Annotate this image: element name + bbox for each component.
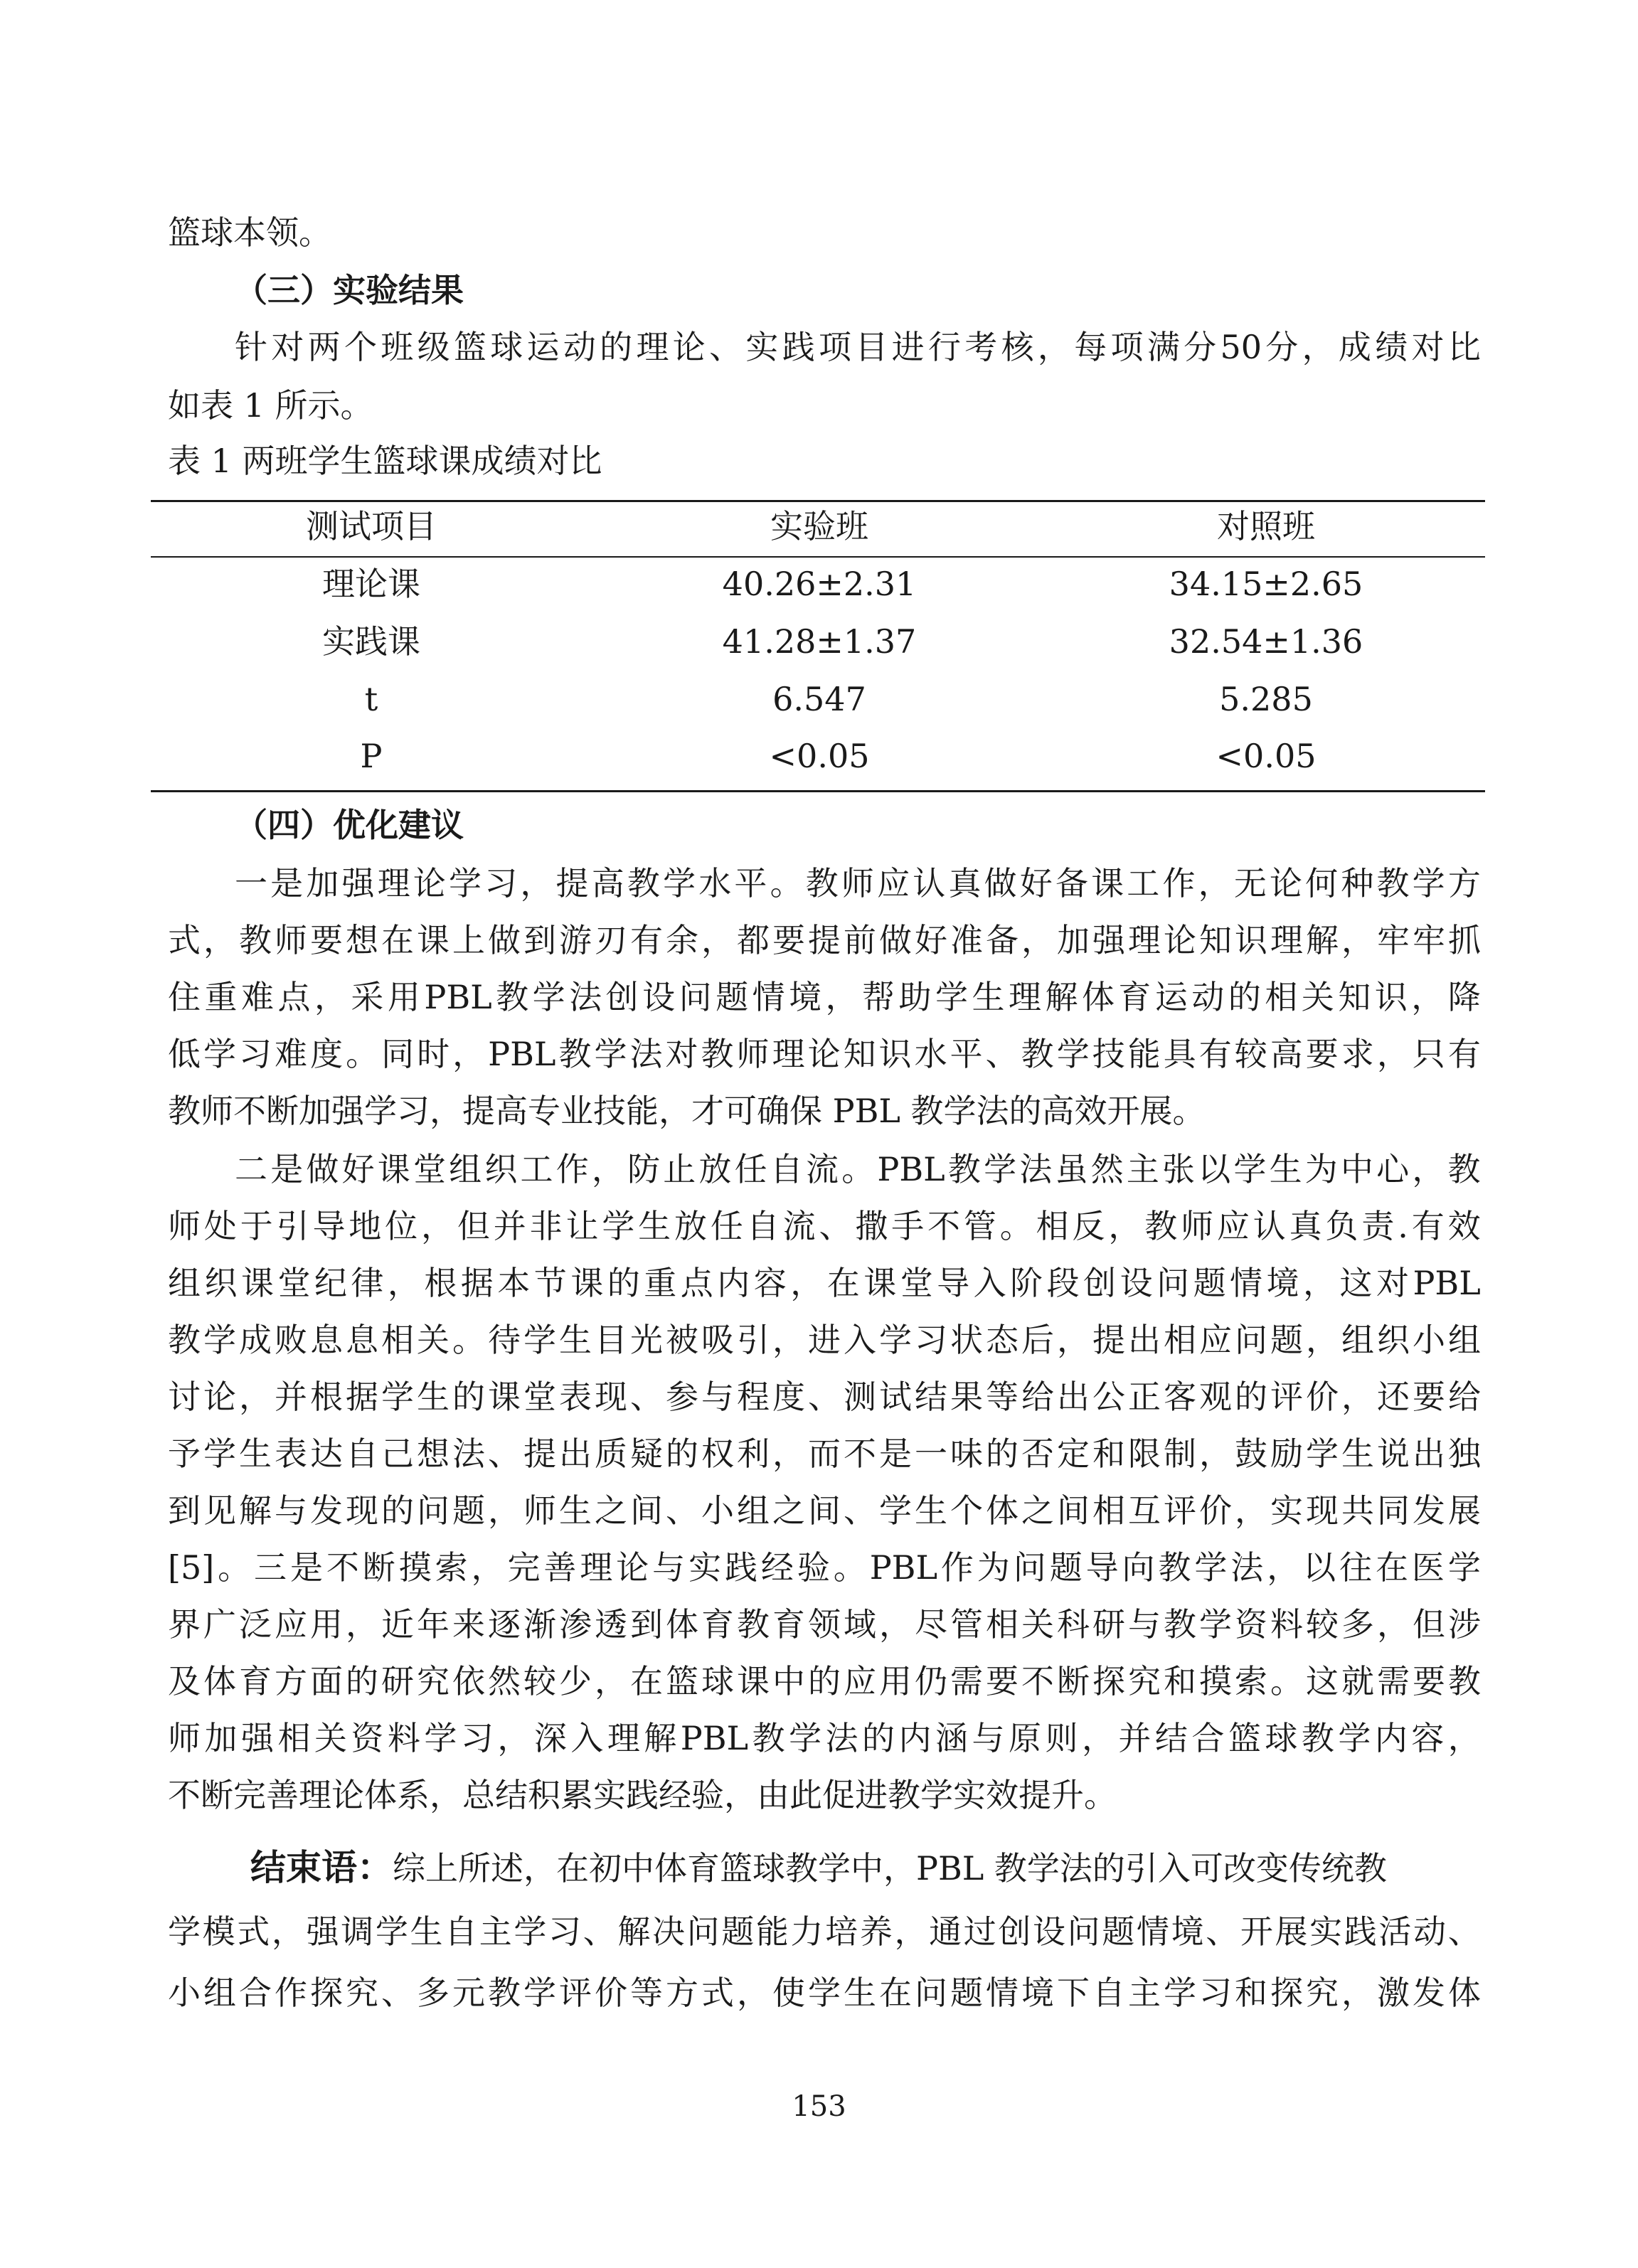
- table-cell: 6.547: [772, 680, 866, 718]
- page-number: 153: [792, 2090, 846, 2123]
- body-line: 住 重 难 点 ， 采 用 PBL 教 学 法 创 设 问 题 情 境 ， 帮 助 学 生 理 解 体 育 运 动 的 相 关 知 识 ， 降: [168, 978, 1481, 1016]
- body-line: 讨 论 ， 并 根 据 学 生 的 课 堂 表 现 、 参 与 程 度 、 测 试 结 果 等 给 出 公 正 客 观 的 评 价 ， 还 要 给: [168, 1378, 1481, 1416]
- table-bottom-rule: [151, 790, 1485, 792]
- body-line: 界 广 泛 应 用 ， 近 年 来 逐 渐 渗 透 到 体 育 教 育 领 域 ， 尽 管 相 关 科 研 与 教 学 资 料 较 多 ， 但 涉: [168, 1605, 1481, 1644]
- table-cell: <0.05: [1216, 737, 1317, 775]
- table-cell: P: [360, 737, 383, 775]
- table-cell: 理论课: [322, 565, 420, 603]
- table-cell: 32.54±1.36: [1169, 622, 1363, 661]
- section-heading-results: （三）实验结果: [235, 271, 464, 309]
- body-line: 小 组 合 作 探 究 、 多 元 教 学 评 价 等 方 式 ， 使 学 生 在 问 题 情 境 下 自 主 学 习 和 探 究 ， 激 发 体: [168, 1974, 1481, 2012]
- table-header-cell: 测试项目: [306, 507, 437, 545]
- body-line: 篮球本领。: [168, 213, 331, 252]
- body-line: 教师不断加强学习，提高专业技能，才可确保 PBL 教学法的高效开展。: [168, 1092, 1206, 1130]
- section-heading-suggestions: （四）优化建议: [235, 806, 464, 844]
- body-line: 一 是 加 强 理 论 学 习 ， 提 高 教 学 水 平 。 教 师 应 认 真 做 好 备 课 工 作 ， 无 论 何 种 教 学 方: [235, 864, 1481, 903]
- table-cell: 41.28±1.37: [722, 622, 917, 661]
- body-line: 针 对 两 个 班 级 篮 球 运 动 的 理 论 、 实 践 项 目 进 行 考 核 ， 每 项 满 分 50 分 ， 成 绩 对 比: [235, 328, 1481, 366]
- table-top-rule: [151, 500, 1485, 502]
- body-line: 组 织 课 堂 纪 律 ， 根 据 本 节 课 的 重 点 内 容 ， 在 课 堂 导 入 阶 段 创 设 问 题 情 境 ， 这 对 PBL: [168, 1264, 1481, 1302]
- table-header-cell: 对照班: [1217, 507, 1315, 545]
- body-line: 如表 1 所示。: [168, 386, 373, 425]
- body-line: 教 学 成 败 息 息 相 关 。 待 学 生 目 光 被 吸 引 ， 进 入 学 习 状 态 后 ， 提 出 相 应 问 题 ， 组 织 小 组: [168, 1321, 1481, 1359]
- table-caption: 表 1 两班学生篮球课成绩对比: [168, 442, 602, 480]
- body-line: 予 学 生 表 达 自 己 想 法 、 提 出 质 疑 的 权 利 ， 而 不 是 一 味 的 否 定 和 限 制 ， 鼓 励 学 生 说 出 独: [168, 1434, 1481, 1473]
- table-cell: 40.26±2.31: [722, 565, 917, 603]
- table-cell: <0.05: [769, 737, 870, 775]
- table-cell: 实践课: [322, 622, 420, 661]
- body-line: 师 处 于 引 导 地 位 ， 但 并 非 让 学 生 放 任 自 流 、 撒 手 不 管 。 相 反 ， 教 师 应 认 真 负 责 . 有 效: [168, 1207, 1481, 1245]
- body-line: 学 模 式 ， 强 调 学 生 自 主 学 习 、 解 决 问 题 能 力 培 养 ， 通 过 创 设 问 题 情 境 、 开 展 实 践 活 动 、: [168, 1912, 1481, 1951]
- table-cell: t: [364, 680, 378, 718]
- body-line: 到 见 解 与 发 现 的 问 题 ， 师 生 之 间 、 小 组 之 间 、 学 生 个 体 之 间 相 互 评 价 ， 实 现 共 同 发 展: [168, 1491, 1481, 1530]
- table-cell: 34.15±2.65: [1169, 565, 1363, 603]
- table-header-rule: [151, 556, 1485, 558]
- conclusion-text: 综上所述，在初中体育篮球教学中，PBL 教学法的引入可改变传统教: [393, 1849, 1387, 1888]
- table-header-cell: 实验班: [770, 507, 868, 545]
- body-line: [5] 。 三 是 不 断 摸 索 ， 完 善 理 论 与 实 践 经 验 。 PBL 作 为 问 题 导 向 教 学 法 ， 以 往 在 医 学: [168, 1548, 1481, 1587]
- body-line: 师 加 强 相 关 资 料 学 习 ， 深 入 理 解 PBL 教 学 法 的 内 涵 与 原 则 ， 并 结 合 篮 球 教 学 内 容 ，: [168, 1719, 1481, 1757]
- table-cell: 5.285: [1219, 680, 1313, 718]
- body-line: 不断完善理论体系，总结积累实践经验，由此促进教学实效提升。: [168, 1776, 1117, 1814]
- body-line: 及 体 育 方 面 的 研 究 依 然 较 少 ， 在 篮 球 课 中 的 应 用 仍 需 要 不 断 探 究 和 摸 索 。 这 就 需 要 教: [168, 1662, 1481, 1700]
- conclusion-line: [250, 1846, 1387, 1890]
- body-line: 式 ， 教 师 要 想 在 课 上 做 到 游 刃 有 余 ， 都 要 提 前 做 好 准 备 ， 加 强 理 论 知 识 理 解 ， 牢 牢 抓: [168, 921, 1481, 959]
- body-line: 二 是 做 好 课 堂 组 织 工 作 ， 防 止 放 任 自 流 。 PBL 教 学 法 虽 然 主 张 以 学 生 为 中 心 ， 教: [235, 1150, 1481, 1188]
- conclusion-label: 结束语：: [250, 1847, 393, 1888]
- body-line: 低 学 习 难 度 。 同 时 ， PBL 教 学 法 对 教 师 理 论 知 识 水 平 、 教 学 技 能 具 有 较 高 要 求 ， 只 有: [168, 1035, 1481, 1073]
